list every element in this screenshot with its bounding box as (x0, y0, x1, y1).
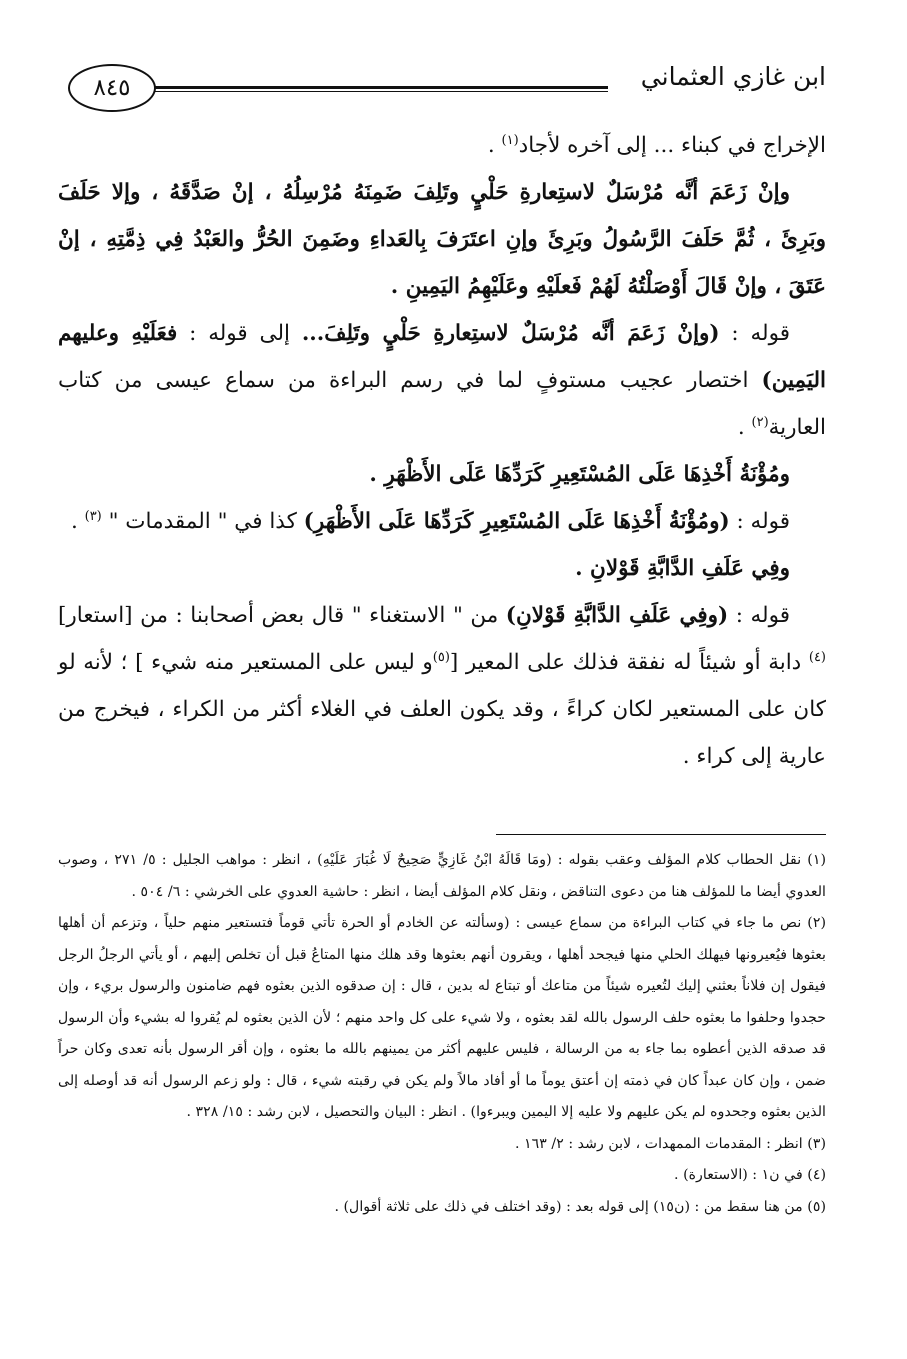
matn-text: وفِي عَلَفِ الدَّابَّةِ قَوْلانِ . (575, 556, 790, 581)
commentary-text: من " الاستغناء " قال بعض أصحابنا : من [استعار] (58, 603, 506, 628)
footnote-text: في ن١ : (الاستعارة) . (674, 1167, 803, 1183)
paragraph (58, 169, 826, 310)
footnote-text: نص ما جاء في كتاب البراءة من سماع عيسى : (وسألته عن الخادم أو الحرة تأتي قوماً فتستعير منهم حلياً ، وتزعم أن أهلها بعثوها فيُعيرونها فيهلك الحلي منها فيجحد أهلها ، ويقرون أنهم بعثوها وقد هلك منها المتاعُ قبل أن تخلص إليهم ، أو يأتي الرجلُ الرجل فيقول إن فلاناً بعثني إليك لتُعيره شيئاً من متاعك أو تبتاع له بدين ، قال : إن صدقوه الذين بعثوه فهم ضامنون والرسول بريء ، وإن حجدوا وحلفوا ما بعثوه حلف الرسول بالله لقد بعثوه ، ولا شيء على كل واحد منهم ؛ لأن الذين بعثوه لم يُقروا له بشيء وأن الرسول قد صدقه الذين أعطوه بما جاء به من الرسالة ، فليس عليهم أكثر من يمينهم بالله ما بعثوه ، وإن أقر الرسول بأنه تعدى وكان حراً ضمن ، وإن كان عبداً كان في ذمته إن أعتق يوماً ما أو أفاد مالاً ولم يكن في رقبته شيء ، قال : ولو زعم الرسول أنه قد أوصله إلى الذين بعثوه وجحدوه لم يكن عليهم ولا عليه إلا اليمين ويبرءوا) . انظر : البيان والتحصيل ، لابن رشد : ١٥/ ٣٢٨ . (58, 915, 826, 1120)
commentary-text: . (487, 133, 502, 158)
footnote-text: من هنا سقط من : (ن١٥) إلى قوله بعد : (وقد اختلف في ذلك على ثلاثة أقوال) . (334, 1198, 803, 1215)
commentary-text: اختصار عجيب مستوفٍ لما في رسم البراءة من سماع عيسى من كتاب العارية (58, 368, 826, 440)
footnote (58, 845, 826, 908)
paragraph (58, 122, 826, 169)
commentary-text: قوله : (729, 509, 790, 534)
matn-text: (وإنْ زَعَمَ أنَّه مُرْسَلٌ لاستِعارةِ حَلْيٍ وتَلِفَ... (301, 321, 720, 346)
footnote-text: انظر : المقدمات الممهدات ، لابن رشد : ٢/ ١٦٣ . (515, 1135, 803, 1152)
footnote-ref: (١) (501, 132, 519, 148)
matn-text: ومُؤْنَةُ أَخْذِهَا عَلَى المُسْتَعِيرِ كَرَدِّهَا عَلَى الأَظْهَرِ . (369, 462, 790, 487)
page-number-badge (68, 64, 156, 112)
matn-text: (وفِي عَلَفِ الدَّابَّةِ قَوْلانِ) (505, 603, 729, 628)
commentary-text: و ليس على المستعير منه شيء ] ؛ لأنه لو كان على المستعير لكان كراءً ، وقد يكون العلف في الغلاء أكثر من الكراء ، فيخرج من عارية إلى كراء . (58, 650, 826, 769)
paragraph (58, 545, 826, 592)
page-header (58, 52, 826, 110)
footnote (58, 1129, 826, 1161)
paragraph (58, 498, 826, 545)
footnote (58, 1192, 826, 1224)
page (58, 52, 826, 1223)
footnote-ref: (٢) (751, 414, 769, 430)
footnote-number: (٣) (807, 1135, 826, 1152)
paragraph (58, 592, 826, 780)
matn-text: فعَلَيْهِ وعليهم اليَمِين) (58, 321, 826, 393)
footnote (58, 908, 826, 1129)
footnote-ref: (٥) (432, 649, 450, 665)
footnote-number: (١) (807, 852, 826, 868)
footnote (58, 1160, 826, 1192)
commentary-text: الإخراج في كبناء ... إلى آخره لأجاد (518, 133, 826, 158)
matn-text: وإنْ زَعَمَ أنَّه مُرْسَلٌ لاستِعارةِ حَلْيٍ وتَلِفَ ضَمِنَهُ مُرْسِلُهُ ، إنْ صَدَّقَهُ ، وإلا حَلَفَ وبَرِئَ ، ثُمَّ حَلَفَ الرَّسُولُ وبَرِئَ وإنِ اعتَرَفَ بِالعَداءِ وضَمِنَ الحُرُّ والعَبْدُ فِي ذِمَّتِهِ ، إنْ عَتَقَ ، وإنْ قَالَ أَوْصَلْتُهُ لَهُمْ فَعلَيْهِ وعَلَيْهِمُ اليَمِينِ . (58, 180, 826, 299)
footnotes (58, 845, 826, 1223)
paragraph (58, 310, 826, 451)
footnote-number: (٢) (807, 915, 826, 931)
page-number: ٨٤٥ (93, 75, 131, 101)
running-title: ابن غازي العثماني (640, 62, 826, 91)
commentary-text: . (737, 415, 752, 440)
footnote-ref: (٣) (84, 508, 102, 524)
footnote-ref: (٤) (808, 649, 826, 665)
footnote-number: (٤) (807, 1167, 826, 1183)
commentary-text: إلى قوله : (177, 321, 302, 346)
commentary-text: قوله : (728, 603, 790, 628)
footnote-text: نقل الحطاب كلام المؤلف وعقب بقوله : (ومَا قَالَهُ ابْنُ غَازِيٍّ صَحِيحٌ لَا غُبَارَ عَلَيْهِ) ، انظر : مواهب الجليل : ٥/ ٢٧١ ، وصوب العدوي أيضا ما للمؤلف هنا من دعوى التناقض ، ونقل كلام المؤلف أيضا ، انظر : حاشية العدوي على الخرشي : ٦/ ٥٠٤ . (58, 852, 826, 900)
paragraph (58, 451, 826, 498)
commentary-text: . (70, 509, 85, 534)
commentary-text: كذا في " المقدمات " (101, 509, 304, 534)
footnote-divider (496, 834, 826, 835)
header-rule (154, 86, 608, 92)
commentary-text: قوله : (719, 321, 790, 346)
main-text (58, 122, 826, 780)
matn-text: (ومُؤْنَةُ أَخْذِهَا عَلَى المُسْتَعِيرِ كَرَدِّهَا عَلَى الأَظْهَرِ) (303, 509, 730, 534)
footnote-number: (٥) (807, 1198, 826, 1215)
commentary-text: دابة أو شيئاً له نفقة فذلك على المعير [ (449, 650, 809, 675)
